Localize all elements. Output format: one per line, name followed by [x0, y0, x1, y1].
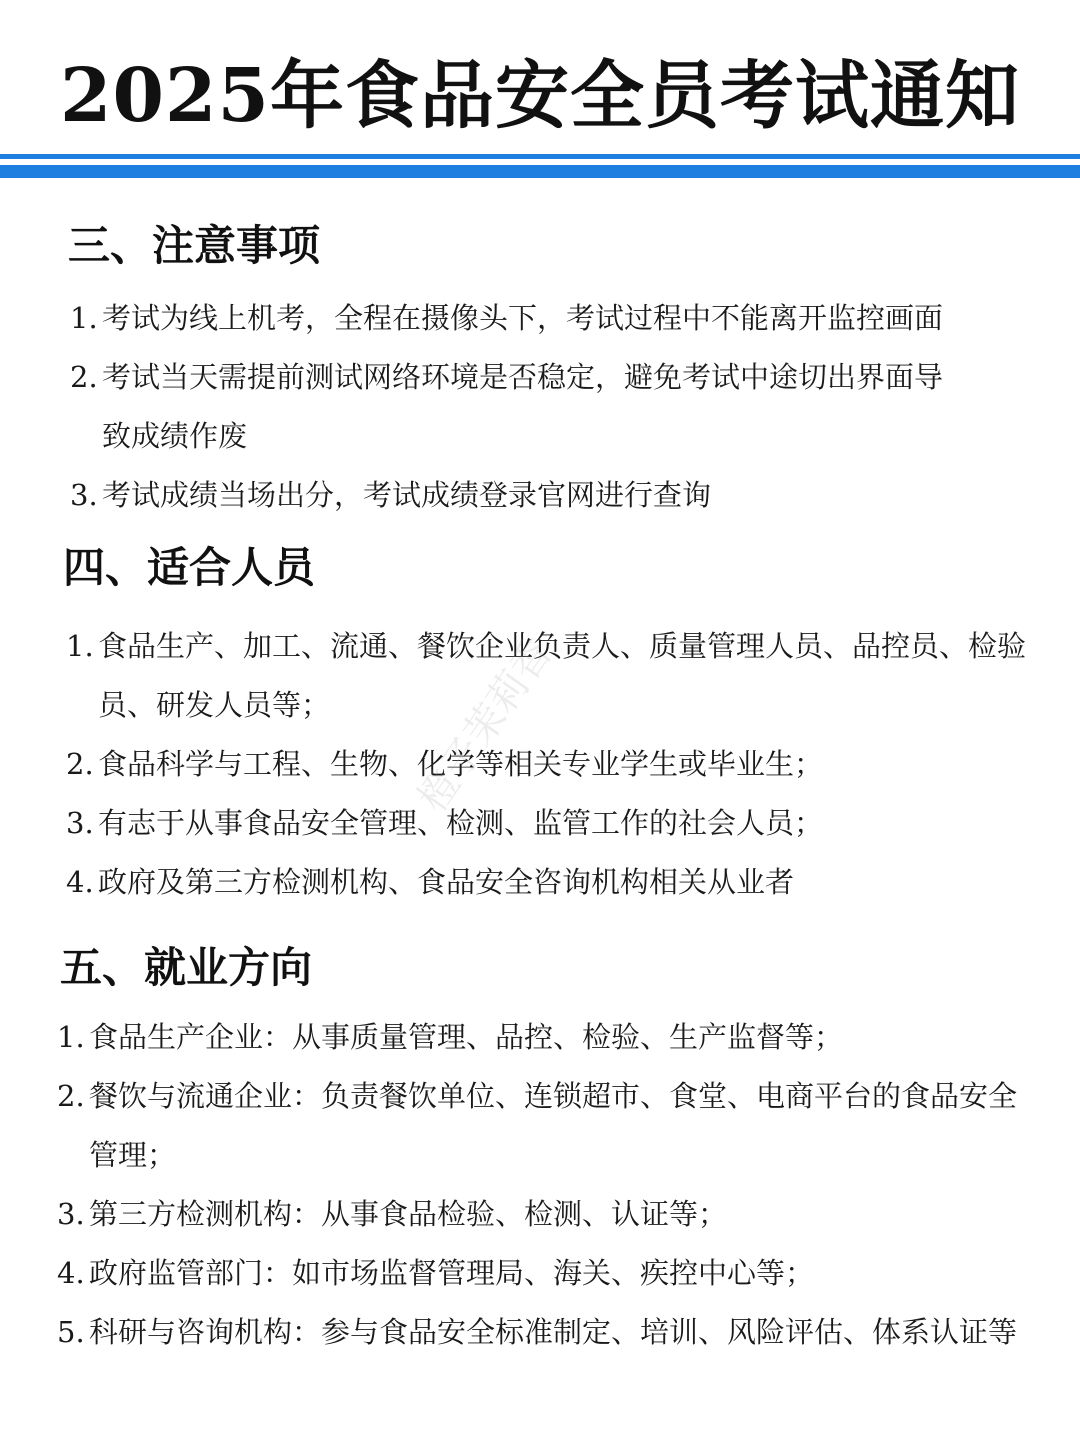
item-number: 1. [66, 629, 94, 663]
item-number: 1. [70, 301, 98, 335]
item-text: 科研与咨询机构：参与食品安全标准制定、培训、风险评估、体系认证等 [89, 1315, 1018, 1349]
item-text: 政府及第三方检测机构、食品安全咨询机构相关从业者 [98, 865, 795, 899]
list-item [57, 1185, 1017, 1244]
item-text: 考试当天需提前测试网络环境是否稳定，避免考试中途切出界面导致成绩作废 [102, 360, 944, 453]
list-item [57, 1008, 1017, 1067]
list-item [57, 1244, 1017, 1303]
page-title: 2025年食品安全员考试通知 [60, 53, 1020, 139]
section-heading: 三、注意事项 [68, 221, 321, 270]
item-text: 考试为线上机考，全程在摄像头下，考试过程中不能离开监控画面 [102, 301, 944, 335]
notes-list [70, 289, 970, 525]
item-number: 3. [70, 478, 98, 512]
list-item [70, 466, 970, 525]
item-number: 4. [66, 865, 94, 899]
item-number: 3. [66, 806, 94, 840]
item-number: 3. [57, 1197, 85, 1231]
list-item [57, 1303, 1017, 1362]
item-number: 2. [57, 1079, 85, 1113]
title-divider-thick [0, 165, 1080, 178]
watermark-text: 橙子茉莉香 [409, 629, 562, 821]
item-text: 第三方检测机构：从事食品检验、检测、认证等； [89, 1197, 728, 1231]
list-item [66, 735, 1056, 794]
item-text: 考试成绩当场出分，考试成绩登录官网进行查询 [102, 478, 712, 512]
item-number: 4. [57, 1256, 85, 1290]
item-text: 政府监管部门：如市场监督管理局、海关、疾控中心等； [89, 1256, 815, 1290]
list-item [70, 348, 970, 466]
list-item [57, 1067, 1017, 1185]
item-text: 有志于从事食品安全管理、检测、监管工作的社会人员； [98, 806, 824, 840]
item-number: 5. [57, 1315, 85, 1349]
list-item [66, 617, 1056, 735]
career-list [57, 1008, 1017, 1362]
item-text: 食品生产、加工、流通、餐饮企业负责人、质量管理人员、品控员、检验员、研发人员等； [98, 629, 1027, 722]
item-text: 食品科学与工程、生物、化学等相关专业学生或毕业生； [98, 747, 824, 781]
item-number: 1. [57, 1020, 85, 1054]
item-text: 餐饮与流通企业：负责餐饮单位、连锁超市、食堂、电商平台的食品安全管理； [89, 1079, 1018, 1172]
title-divider-thin [0, 154, 1080, 159]
section-heading: 四、适合人员 [63, 543, 316, 592]
item-text: 食品生产企业：从事质量管理、品控、检验、生产监督等； [89, 1020, 844, 1054]
list-item [66, 794, 1056, 853]
item-number: 2. [70, 360, 98, 394]
section-heading: 五、就业方向 [60, 943, 313, 992]
item-number: 2. [66, 747, 94, 781]
list-item [70, 289, 970, 348]
list-item [66, 853, 1056, 912]
audience-list [66, 617, 1056, 912]
